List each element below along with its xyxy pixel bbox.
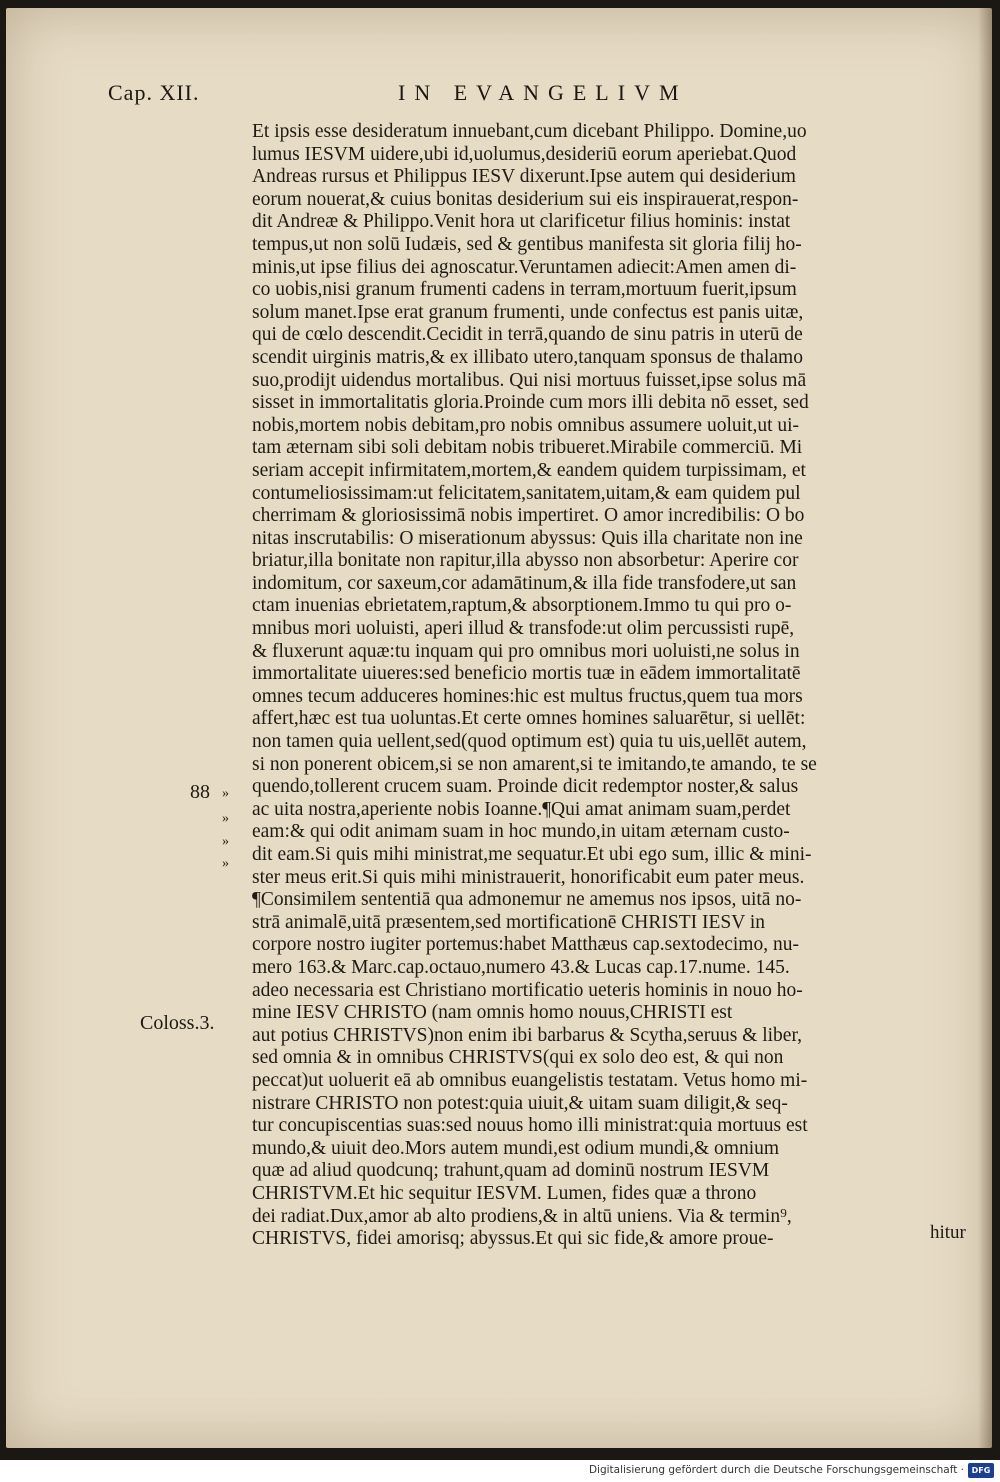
text-line: ¶Consimilem sententiā qua admonemur ne amemus nos ipsos, uitā no- bbox=[252, 889, 802, 911]
text-line: si non ponerent obicem,si se non amarent,si te imitando,te amando, te se bbox=[252, 753, 817, 775]
text-line: qui de cœlo descendit.Cecidit in terrā,quando de sinu patris in uterū de bbox=[252, 324, 803, 346]
text-line: mundo,& uiuit deo.Mors autem mundi,est odium mundi,& omnium bbox=[252, 1137, 780, 1159]
text-line: adeo necessaria est Christiano mortificatio ueteris hominis in nouo ho- bbox=[252, 979, 803, 1001]
text-line: indomitum, cor saxeum,cor adamātinum,& illa fide transfodere,ut san bbox=[252, 572, 797, 594]
text-line: mnibus mori uoluisti, aperi illud & transfode:ut olim percussisti rupē, bbox=[252, 618, 795, 640]
footer-bar bbox=[0, 1460, 1000, 1482]
text-line: & fluxerunt aquæ:tu inquam qui pro omnibus mori uoluisti,ne solus in bbox=[252, 640, 800, 662]
text-line: contumeliosissimam:ut felicitatem,sanitatem,uitam,& eam quidem pul bbox=[252, 482, 801, 504]
text-line: CHRISTVM.Et hic sequitur IESVM. Lumen, fides quæ a throno bbox=[252, 1182, 757, 1204]
chapter-label: Cap. XII. bbox=[108, 80, 200, 105]
text-line: mine IESV CHRISTO (nam omnis homo nouus,CHRISTI est bbox=[252, 1002, 733, 1024]
text-line: mero 163.& Marc.cap.octauo,numero 43.& Lucas cap.17.nume. 145. bbox=[252, 956, 790, 978]
text-line: corpore nostro iugiter portemus:habet Matthæus cap.sextodecimo, nu- bbox=[252, 934, 799, 956]
text-line: nistrare CHRISTO non potest:quia uiuit,& uitam suam diligit,& seq- bbox=[252, 1092, 788, 1114]
text-line: nobis,mortem nobis debitam,pro nobis omnibus assumere uoluit,ut ui- bbox=[252, 414, 800, 436]
text-line: minis,ut ipse filius dei agnoscatur.Veruntamen adiecit:Amen amen di- bbox=[252, 256, 797, 278]
body-text bbox=[252, 121, 964, 1251]
text-line: sed omnia & in omnibus CHRISTVS(qui ex solo deo est, & qui non bbox=[252, 1047, 784, 1069]
text-line: ac uita nostra,aperiente nobis Ioanne.¶Qui amat animam suam,perdet bbox=[252, 798, 791, 820]
catchword: hitur bbox=[930, 1222, 966, 1243]
text-line: quendo,tollerent crucem suam. Proinde dicit redemptor noster,& salus bbox=[252, 776, 799, 798]
text-line: ctam inuenias ebrietatem,raptum,& absorptionem.Immo tu qui pro o- bbox=[252, 595, 792, 617]
text-line: peccat)ut uoluerit eā ab omnibus euangelistis testatam. Vetus homo mi- bbox=[252, 1069, 808, 1091]
text-line: lumus IESVM uidere,ubi id,uolumus,desideriū eorum aperiebat.Quod bbox=[252, 143, 797, 165]
text-line: briatur,illa bonitate non rapitur,illa abysso non absorbetur: Aperire cor bbox=[252, 550, 799, 572]
text-line: suo,prodijt uidendus mortalibus. Qui nisi mortuus fuisset,ipse solus mā bbox=[252, 369, 807, 391]
text-line: eam:& qui odit animam suam in hoc mundo,in uitam æternam custo- bbox=[252, 821, 790, 843]
margin-quote-mark: » bbox=[222, 811, 229, 826]
margin-number: 88 bbox=[190, 781, 210, 803]
funding-note: Digitalisierung gefördert durch die Deutsche Forschungsgemeinschaft · bbox=[588, 1464, 964, 1476]
text-line: tur concupiscentias suas:sed nouus homo illi ministrat:quia mortuus est bbox=[252, 1115, 808, 1137]
text-line: solum manet.Ipse erat granum frumenti, unde confectus est panis uitæ, bbox=[252, 301, 804, 323]
dfg-logo: DFG bbox=[968, 1463, 994, 1478]
text-line: dei radiat.Dux,amor ab alto prodiens,& in altū uniens. Via & termin⁹, bbox=[252, 1205, 792, 1227]
text-line: aut potius CHRISTVS)non enim ibi barbarus & Scytha,seruus & liber, bbox=[252, 1024, 803, 1046]
text-line: tam æternam sibi soli debitam nobis tribueret.Mirabile commerciū. Mi bbox=[252, 437, 803, 459]
margin-quote-mark: » bbox=[222, 856, 229, 871]
text-line: quæ ad aliud quodcunq; trahunt,quam ad dominū nostrum IESVM bbox=[252, 1160, 770, 1182]
text-line: strā animalē,uitā præsentem,sed mortificationē CHRISTI IESV in bbox=[252, 911, 766, 933]
text-line: non tamen quia uellent,sed(quod optimum est) quia tu uis,uellēt autem, bbox=[252, 731, 807, 753]
text-line: cherrimam & gloriosissimā nobis impertiret. O amor incredibilis: O bo bbox=[252, 505, 805, 527]
margin-reference: Coloss.3. bbox=[140, 1012, 215, 1034]
page-edge-shadow bbox=[978, 8, 992, 1448]
text-line: CHRISTVS, fidei amorisq; abyssus.Et qui sic fide,& amore proue- bbox=[252, 1228, 774, 1250]
text-line: co uobis,nisi granum frumenti cadens in terram,mortuum fuerit,ipsum bbox=[252, 279, 797, 301]
running-title: IN EVANGELIVM bbox=[398, 80, 688, 105]
text-line: dit eam.Si quis mihi ministrat,me sequatur.Et ubi ego sum, illic & mini- bbox=[252, 844, 812, 865]
text-line: ster meus erit.Si quis mihi ministrauerit, honorificabit eum pater meus. bbox=[252, 866, 805, 888]
text-line: Andreas rursus et Philippus IESV dixerunt.Ipse autem qui desiderium bbox=[252, 166, 796, 188]
text-line: eorum nouerat,& cuius bonitas desiderium sui eis inspirauerat,respon- bbox=[252, 188, 799, 210]
text-line: tempus,ut non solū Iudæis, sed & gentibus manifesta sit gloria filij ho- bbox=[252, 233, 802, 255]
text-line: immortalitate uiueres:sed beneficio mortis tuæ in eādem immortalitatē bbox=[252, 663, 801, 685]
text-line: seriam accepit infirmitatem,mortem,& eandem quidem turpissimam, et bbox=[252, 459, 806, 481]
text-line: omnes tecum adduceres homines:hic est multus fructus,quem tua mors bbox=[252, 685, 803, 707]
text-line: sisset in immortalitatis gloria.Proinde cum mors illi debita nō esset, sed bbox=[252, 392, 809, 414]
margin-quote-mark: » bbox=[222, 834, 229, 849]
text-line: dit Andreæ & Philippo.Venit hora ut clarificetur filius hominis: instat bbox=[252, 211, 791, 233]
text-line: nitas inscrutabilis: O miserationum abyssus: Quis illa charitate non ine bbox=[252, 527, 803, 549]
text-line: scendit uirginis matris,& ex illibato utero,tanquam sponsus de thalamo bbox=[252, 346, 803, 368]
margin-quote-mark: » bbox=[222, 786, 229, 801]
running-head bbox=[108, 80, 808, 120]
text-line: Et ipsis esse desideratum innuebant,cum dicebant Philippo. Domine,uo bbox=[252, 121, 807, 142]
text-line: affert,hæc est tua uoluntas.Et certe omnes homines saluarētur, si uellēt: bbox=[252, 708, 806, 730]
